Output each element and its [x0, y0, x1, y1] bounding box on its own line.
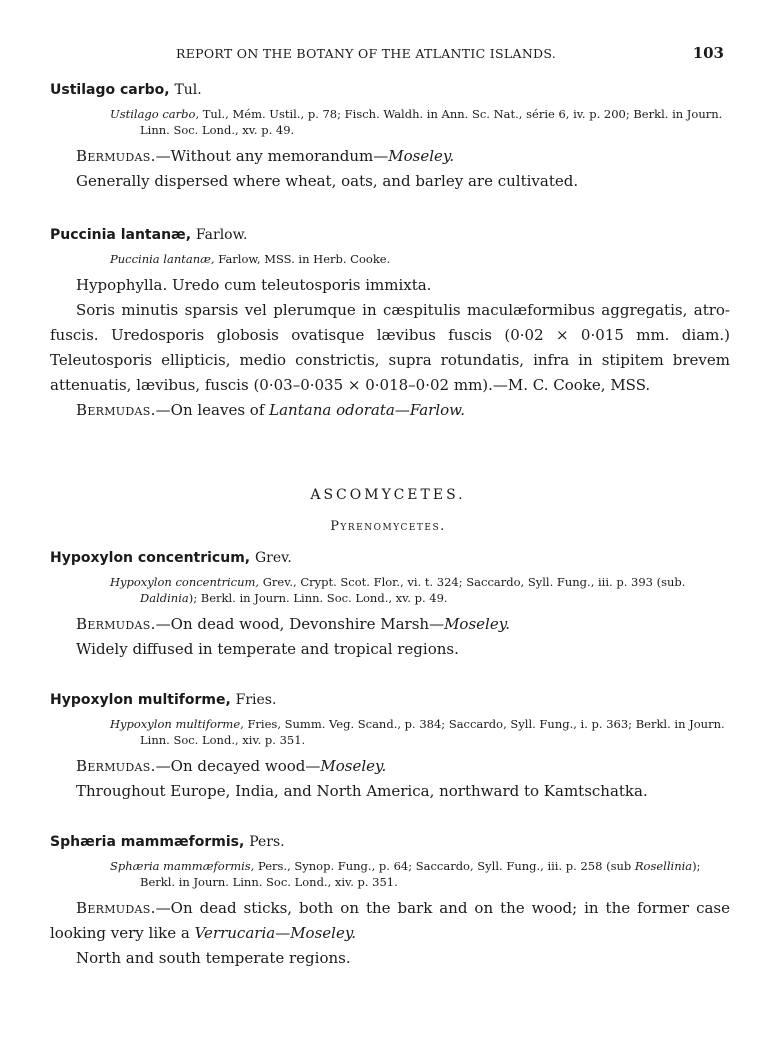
synonymy-reference: Grev., Crypt. Scot. Flor., vi. t. 324; Saccardo, Syll. Fung., iii. p. 393 (sub.	[262, 575, 686, 589]
species-authority: Fries.	[235, 692, 277, 708]
species-title	[50, 548, 730, 568]
species-title	[50, 80, 730, 100]
species-name: Hypoxylon multiforme,	[50, 692, 231, 708]
collector: Moseley.	[290, 924, 357, 942]
species-entry-puccinia-lantanae	[50, 225, 730, 423]
locality-text: —On dead sticks, both on the bark and on the wood; in the former case looking very like a	[50, 899, 730, 942]
page-number: 103	[692, 44, 724, 62]
locality-dash: —	[394, 401, 410, 419]
locality-line	[50, 896, 730, 946]
distribution-note: North and south temperate regions.	[76, 949, 351, 967]
synonymy-reference: Tul., Mém. Ustil., p. 78; Fisch. Waldh. in Ann. Sc. Nat., série 6, iv. p. 200; Berkl. in Journ. Linn. Soc. Lond., xv. p. 49.	[140, 107, 723, 137]
locality-line	[50, 144, 730, 169]
locality-dash: —	[275, 924, 291, 942]
species-title	[50, 690, 730, 710]
synonymy-name: Puccinia lantanæ,	[110, 252, 215, 266]
synonymy	[50, 106, 730, 138]
collector: Moseley.	[388, 147, 455, 165]
species-title	[50, 225, 730, 245]
locality-label: Bermudas.	[76, 899, 156, 917]
synonymy-name: Hypoxylon multiforme,	[110, 717, 244, 731]
species-entry-ustilago-carbo	[50, 80, 730, 194]
synonymy-reference: Pers., Synop. Fung., p. 64; Saccardo, Syll. Fung., iii. p. 258 (sub	[258, 859, 635, 873]
collector: Moseley.	[444, 615, 510, 633]
species-name: Puccinia lantanæ,	[50, 227, 192, 243]
species-authority: Pers.	[249, 834, 285, 850]
species-authority: Grev.	[254, 550, 292, 566]
species-name: Sphæria mammæformis,	[50, 834, 245, 850]
locality-text: —On decayed wood—	[155, 757, 321, 775]
synonymy-reference-end: ); Berkl. in Journ. Linn. Soc. Lond., xiv. p. 351.	[140, 859, 701, 889]
synonymy	[50, 251, 730, 267]
locality-line	[50, 612, 730, 637]
distribution-note: Throughout Europe, India, and North America, northward to Kamtschatka.	[76, 782, 648, 800]
locality-label: Bermudas.	[76, 401, 156, 419]
collector: Moseley.	[320, 757, 387, 775]
host-plant: Verrucaria	[194, 924, 276, 942]
latin-diagnosis: Soris minutis sparsis vel plerumque in cæspitulis maculæformibus aggregatis, atro-fuscis. Uredosporis globosis ovatisque lævibus fuscis (0·02 × 0·015 mm. diam.) Teleutosporis ellipticis, medio constrictis, supra rotundatis, infra in stipitem brevem attenuatis, lævibus, fuscis (0·03–0·035 × 0·018–0·02 mm).—M. C. Cooke, MSS.	[50, 301, 730, 394]
locality-label: Bermudas.	[76, 147, 156, 165]
synonymy-name: Ustilago carbo,	[110, 107, 200, 121]
locality-text: —On dead wood, Devonshire Marsh—	[155, 615, 445, 633]
sub-heading: Pyrenomycetes.	[330, 519, 446, 534]
distribution-note: Widely diffused in temperate and tropical regions.	[76, 640, 459, 658]
section-heading: ASCOMYCETES.	[310, 487, 466, 503]
locality-label: Bermudas.	[76, 757, 156, 775]
synonymy-name: Hypoxylon concentricum,	[110, 575, 260, 589]
species-entry-hypoxylon-multiforme	[50, 690, 730, 804]
latin-diagnosis-short: Hypophylla. Uredo cum teleutosporis immixta.	[76, 276, 432, 294]
synonymy-reference-end: ); Berkl. in Journ. Linn. Soc. Lond., xv. p. 49.	[188, 591, 448, 605]
running-title: REPORT ON THE BOTANY OF THE ATLANTIC ISLANDS.	[176, 46, 557, 61]
locality-line	[50, 398, 730, 423]
locality-line	[50, 754, 730, 779]
collector: Farlow.	[409, 401, 465, 419]
locality-label: Bermudas.	[76, 615, 156, 633]
species-entry-sphaeria-mammaeformis	[50, 832, 730, 971]
species-entry-hypoxylon-concentricum	[50, 548, 730, 662]
locality-text: —Without any memorandum—	[155, 147, 389, 165]
host-plant: Lantana odorata	[269, 401, 395, 419]
synonymy-reference: Farlow, MSS. in Herb. Cooke.	[218, 252, 391, 266]
synonymy-genus: Rosellinia	[634, 859, 693, 873]
species-name: Hypoxylon concentricum,	[50, 550, 251, 566]
synonymy-name: Sphæria mammæformis,	[110, 859, 255, 873]
synonymy	[50, 858, 730, 890]
synonymy	[50, 716, 730, 748]
distribution-note: Generally dispersed where wheat, oats, and barley are cultivated.	[76, 172, 579, 190]
locality-text: —On leaves of	[155, 401, 270, 419]
synonymy-genus: Daldinia	[140, 591, 189, 605]
species-title	[50, 832, 730, 852]
synonymy-reference: Fries, Summ. Veg. Scand., p. 384; Saccardo, Syll. Fung., i. p. 363; Berkl. in Journ. Linn. Soc. Lond., xiv. p. 351.	[140, 717, 725, 747]
species-authority: Farlow.	[195, 227, 248, 243]
species-authority: Tul.	[174, 82, 202, 98]
synonymy	[50, 574, 730, 606]
species-name: Ustilago carbo,	[50, 82, 170, 98]
